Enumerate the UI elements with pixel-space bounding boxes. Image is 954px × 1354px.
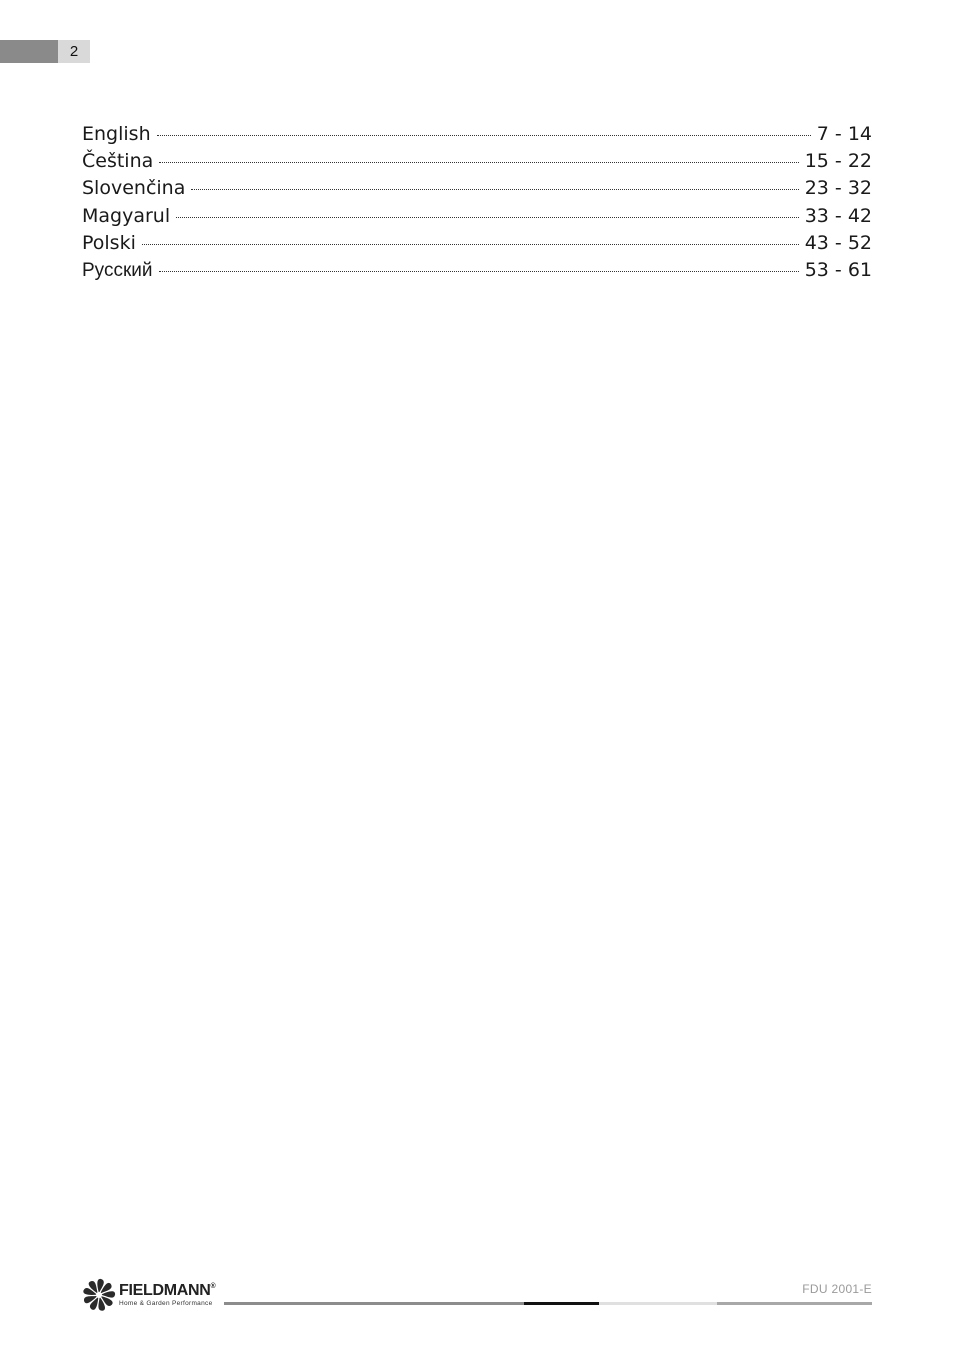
toc-entry-english[interactable]	[82, 123, 872, 150]
toc-dot-leader	[191, 189, 798, 190]
toc-dot-leader	[159, 162, 798, 163]
toc-entry-polski[interactable]	[82, 232, 872, 259]
page-tab-bar	[0, 40, 58, 63]
toc-entry-label: Polski	[82, 231, 136, 254]
toc-dot-leader	[159, 271, 799, 272]
toc-entry-pages: 43 - 52	[804, 231, 872, 254]
toc-entry-label: Magyarul	[82, 204, 171, 227]
page-number: 2	[58, 40, 90, 63]
toc-entry-pages: 23 - 32	[804, 177, 872, 200]
table-of-contents	[82, 123, 872, 286]
footer-rule-segment	[524, 1302, 599, 1305]
toc-dot-leader	[157, 135, 811, 136]
toc-entry-magyarul[interactable]	[82, 205, 872, 232]
toc-entry-label: English	[82, 123, 151, 145]
toc-entry-russkiy[interactable]	[82, 259, 872, 286]
page-number-tab	[0, 40, 90, 63]
toc-entry-label: Čeština	[82, 150, 154, 173]
toc-entry-cestina[interactable]	[82, 150, 872, 177]
toc-dot-leader	[142, 244, 799, 245]
fan-swirl-logo-icon	[82, 1278, 116, 1312]
toc-entry-pages: 15 - 22	[804, 150, 872, 173]
brand-logo	[82, 1278, 224, 1312]
footer-rule	[224, 1302, 872, 1305]
brand-tagline: Home & Garden Performance	[119, 1299, 213, 1307]
toc-dot-leader	[176, 217, 799, 218]
toc-entry-label: Slovenčina	[82, 177, 186, 200]
model-number: FDU 2001-E	[802, 1282, 872, 1296]
toc-entry-label: Русский	[82, 259, 153, 281]
footer-rule-segment	[717, 1302, 872, 1305]
page-footer	[82, 1276, 872, 1316]
footer-rule-segment	[224, 1302, 524, 1305]
brand-name: FIELDMANN®	[119, 1281, 216, 1299]
toc-entry-slovencina[interactable]	[82, 177, 872, 204]
toc-entry-pages: 33 - 42	[804, 204, 872, 227]
toc-entry-pages: 53 - 61	[804, 258, 872, 281]
footer-rule-segment	[599, 1302, 717, 1305]
toc-entry-pages: 7 - 14	[816, 123, 872, 145]
